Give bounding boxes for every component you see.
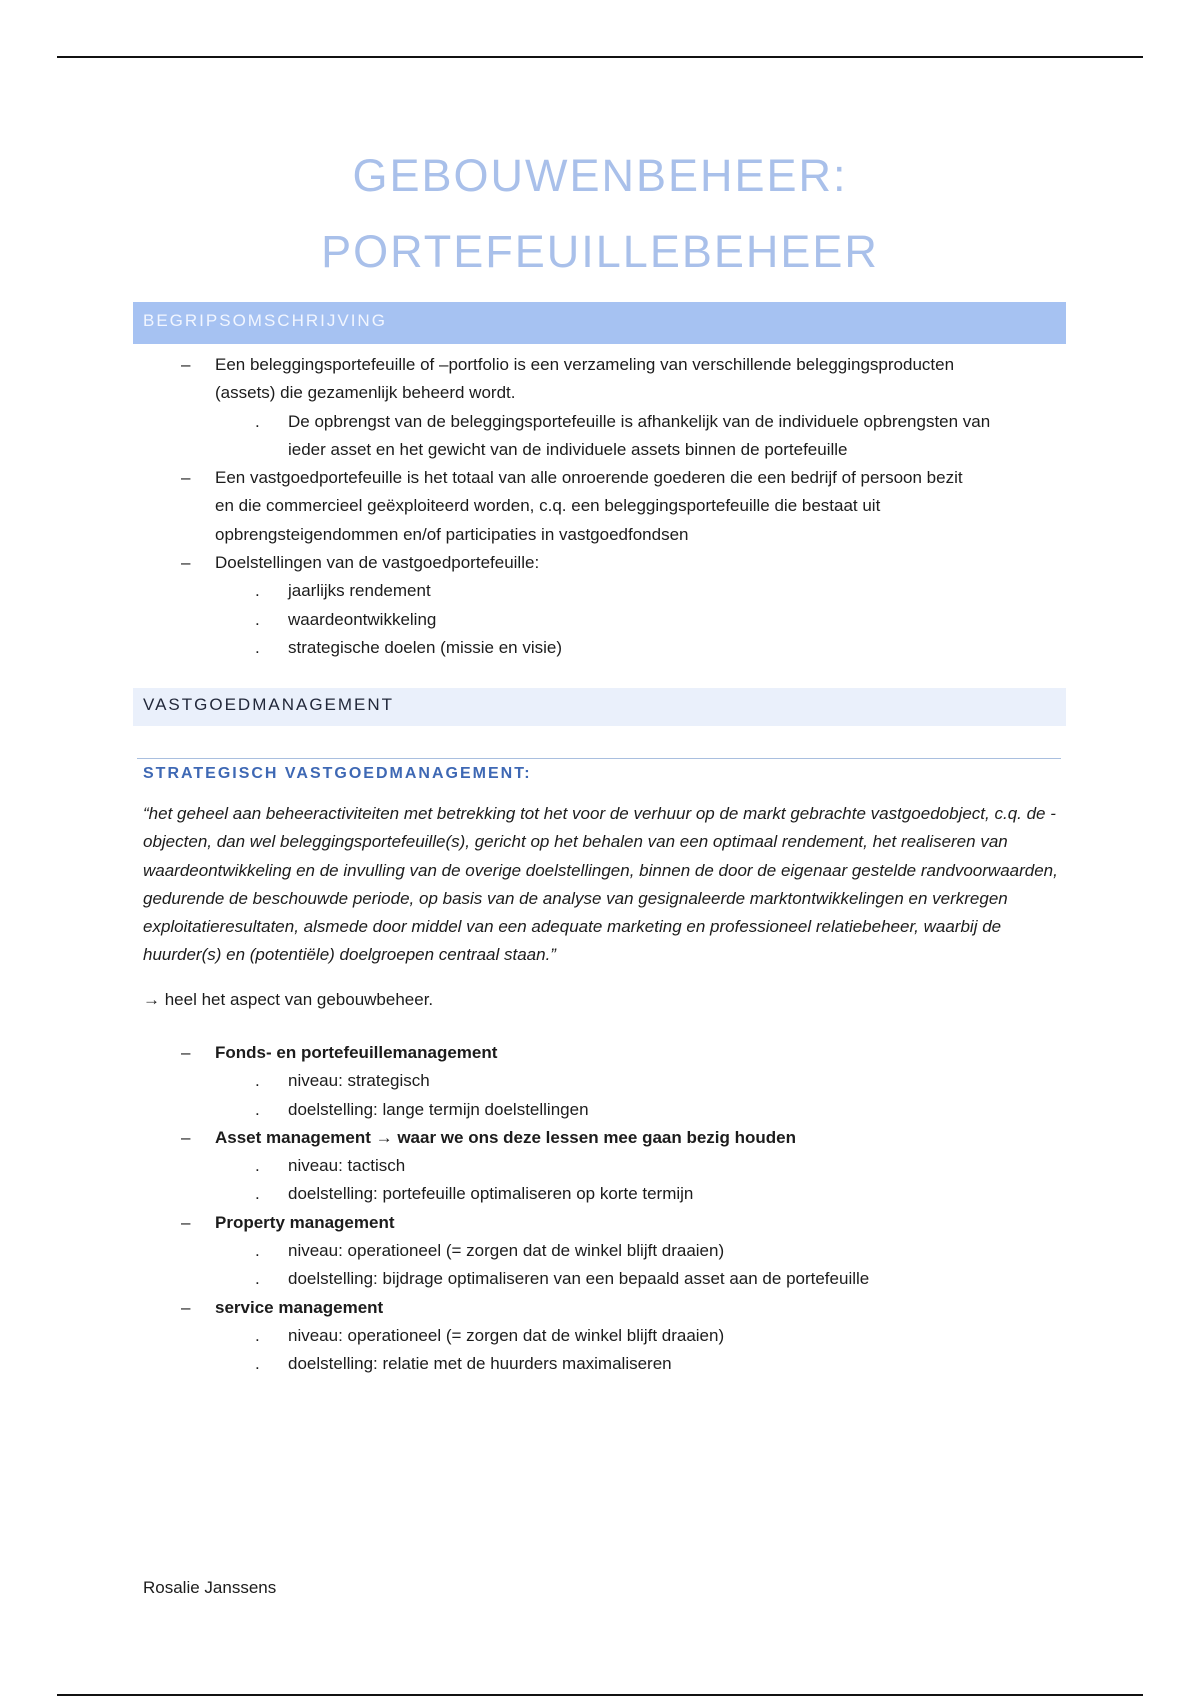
list-item-text: Property management (215, 1212, 395, 1232)
dash-bullet: – (181, 468, 191, 488)
bottom-rule (57, 1694, 1143, 1696)
page-title-line2: PORTEFEUILLEBEHEER (321, 226, 879, 277)
subheading-strategisch: STRATEGISCH VASTGOEDMANAGEMENT: (143, 765, 532, 782)
list-item-text: en die commercieel geëxploiteerd worden, c.q. een beleggingsportefeuille die bestaat uit (215, 496, 881, 516)
list-item (0, 464, 1200, 492)
dash-bullet: – (181, 553, 191, 573)
dot-bullet: . (255, 637, 260, 657)
list-item (0, 1322, 1200, 1350)
list-item-text: niveau: strategisch (288, 1071, 430, 1091)
list-item-text: doelstelling: relatie met de huurders maximaliseren (288, 1354, 672, 1374)
list-item-text: Een vastgoedportefeuille is het totaal van alle onroerende goederen die een bedrijf of persoon bezit (215, 468, 963, 488)
list-item (0, 1096, 1200, 1124)
list-item (0, 1124, 1200, 1152)
list-item-text: doelstelling: lange termijn doelstellingen (288, 1099, 589, 1119)
list-item (0, 379, 1200, 407)
divider (137, 758, 1061, 759)
list-item (0, 1152, 1200, 1180)
list-item-text: opbrengsteigendommen en/of participaties in vastgoedfondsen (215, 524, 689, 544)
dot-bullet: . (255, 1071, 260, 1091)
dot-bullet: . (255, 1269, 260, 1289)
list-item (0, 549, 1200, 577)
dot-bullet: . (255, 411, 260, 431)
dot-bullet: . (255, 1184, 260, 1204)
dash-bullet: – (181, 1043, 191, 1062)
management-levels-list (0, 1039, 1200, 1379)
list-item (0, 408, 1200, 436)
list-item (0, 1294, 1200, 1322)
arrow-note: → heel het aspect van gebouwbeheer. (143, 990, 434, 1009)
list-item (0, 1237, 1200, 1265)
list-item-text: niveau: tactisch (288, 1156, 406, 1176)
list-item (0, 492, 1200, 520)
section-heading-vastgoedmanagement: VASTGOEDMANAGEMENT (133, 688, 1066, 726)
list-item (0, 1039, 1200, 1067)
list-item-text: Asset management → waar we ons deze lessen mee gaan bezig houden (215, 1127, 797, 1147)
dot-bullet: . (255, 1099, 260, 1119)
list-item-text: doelstelling: portefeuille optimaliseren op korte termijn (288, 1184, 694, 1204)
list-item-text: waardeontwikkeling (288, 609, 437, 629)
dash-bullet: – (181, 1212, 191, 1232)
list-item-text: service management (215, 1297, 384, 1317)
dot-bullet: . (255, 581, 260, 601)
list-item (0, 1350, 1200, 1378)
list-item (0, 1209, 1200, 1237)
top-rule (57, 56, 1143, 58)
list-item-text: niveau: operationeel (= zorgen dat de winkel blijft draaien) (288, 1325, 725, 1345)
list-item-text: doelstelling: bijdrage optimaliseren van een bepaald asset aan de portefeuille (288, 1269, 870, 1289)
list-item (0, 634, 1200, 662)
section-heading-begripsomschrijving: BEGRIPSOMSCHRIJVING (133, 302, 1066, 344)
list-item-text: Fonds- en portefeuillemanagement (215, 1043, 498, 1062)
dot-bullet: . (255, 1325, 260, 1345)
list-item-text: Een beleggingsportefeuille of –portfolio is een verzameling van verschillende beleggingsproducten (215, 355, 955, 374)
list-item (0, 436, 1200, 464)
list-item (0, 1067, 1200, 1095)
list-item (0, 577, 1200, 605)
dot-bullet: . (255, 1241, 260, 1261)
definition-quote: “het geheel aan beheeractiviteiten met betrekking tot het voor de verhuur op de markt gebrachte vastgoedobject, c.q. de -objecten, dan wel beleggingsportefeuille(s), gericht op het behalen van een optimaal rendement, het realiseren van waardeontwikkeling en de invulling van de overige doelstellingen, binnen de door de eigenaar gestelde randvoorwaarden, gedurende de beschouwde periode, op basis van de analyse van gesignaleerde marktontwikkelingen en verkregen exploitatieresultaten, alsmede door middel van een adequate marketing en professioneel relatiebeheer, waarbij de huurder(s) en (potentiële) doelgroepen centraal staan.” (143, 804, 1058, 965)
definition-list (0, 351, 1200, 662)
dot-bullet: . (255, 1156, 260, 1176)
list-item-text: (assets) die gezamenlijk beheerd wordt. (215, 383, 516, 403)
list-item (0, 1180, 1200, 1208)
dot-bullet: . (255, 1354, 260, 1374)
list-item-text: ieder asset en het gewicht van de individuele assets binnen de portefeuille (288, 439, 848, 459)
dash-bullet: – (181, 1127, 191, 1147)
list-item-text: strategische doelen (missie en visie) (288, 637, 563, 657)
list-item (0, 606, 1200, 634)
page-title-line1: GEBOUWENBEHEER: (352, 150, 848, 201)
author-name: Rosalie Janssens (143, 1578, 277, 1597)
list-item (0, 521, 1200, 549)
dash-bullet: – (181, 355, 191, 374)
list-item (0, 1265, 1200, 1293)
list-item (0, 351, 1200, 379)
list-item-text: Doelstellingen van de vastgoedportefeuille: (215, 553, 540, 573)
list-item-text: jaarlijks rendement (288, 581, 431, 601)
list-item-text: niveau: operationeel (= zorgen dat de winkel blijft draaien) (288, 1241, 725, 1261)
list-item-text: De opbrengst van de beleggingsportefeuille is afhankelijk van de individuele opbrengsten van (288, 411, 991, 431)
dot-bullet: . (255, 609, 260, 629)
dash-bullet: – (181, 1297, 191, 1317)
